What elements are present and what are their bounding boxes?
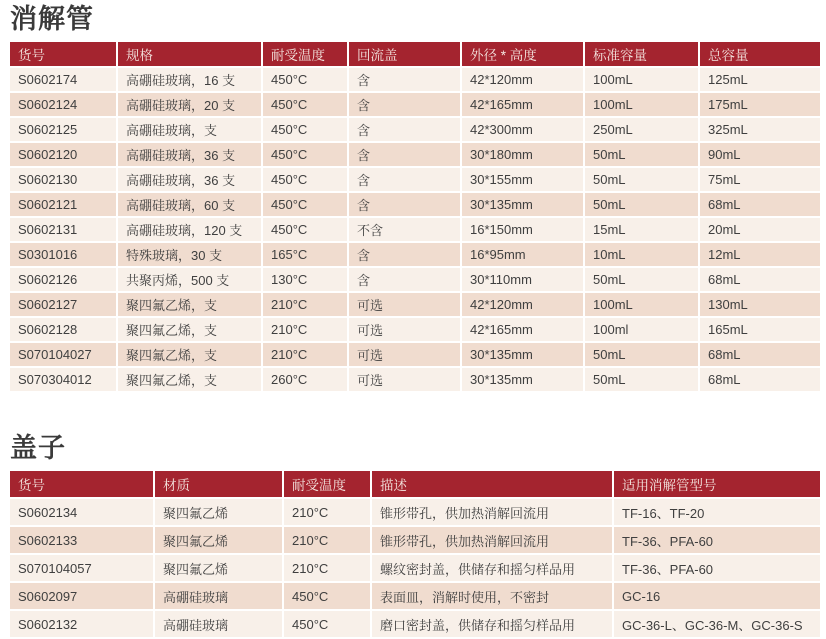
- table-cell: 特殊玻璃，30 支: [117, 242, 262, 267]
- table-cell: S0602131: [9, 217, 117, 242]
- table-cell: 450°C: [262, 192, 348, 217]
- table-cell: 210°C: [283, 554, 371, 582]
- table-row: [9, 342, 821, 367]
- column-header: 标准容量: [584, 41, 699, 67]
- table-cell: 42*300mm: [461, 117, 584, 142]
- table-cell: 螺纹密封盖，供储存和摇匀样品用: [371, 554, 613, 582]
- table-cell: 磨口密封盖，供储存和摇匀样品用: [371, 610, 613, 638]
- table-row: [9, 67, 821, 92]
- table-cell: 30*135mm: [461, 192, 584, 217]
- table-row: [9, 142, 821, 167]
- table-cell: TF-16、TF-20: [613, 498, 821, 526]
- table-row: [9, 192, 821, 217]
- table-cell: S0602134: [9, 498, 154, 526]
- header-row: [9, 470, 821, 498]
- table-cell: S070104027: [9, 342, 117, 367]
- table-cell: 250mL: [584, 117, 699, 142]
- table-cell: 高硼硅玻璃，支: [117, 117, 262, 142]
- table-row: [9, 242, 821, 267]
- table-cell: 42*120mm: [461, 67, 584, 92]
- table-cell: 42*165mm: [461, 317, 584, 342]
- section-title-lid: 盖子: [10, 433, 66, 463]
- table-cell: 不含: [348, 217, 461, 242]
- table-cell: S0602127: [9, 292, 117, 317]
- table-cell: 165mL: [699, 317, 821, 342]
- table-cell: 260°C: [262, 367, 348, 392]
- table-cell: 30*135mm: [461, 367, 584, 392]
- header-row: [9, 41, 821, 67]
- table-cell: S0602126: [9, 267, 117, 292]
- table-cell: 15mL: [584, 217, 699, 242]
- table-cell: 450°C: [262, 142, 348, 167]
- table-row: [9, 582, 821, 610]
- table-cell: 高硼硅玻璃，20 支: [117, 92, 262, 117]
- table-cell: 90mL: [699, 142, 821, 167]
- lid-section: [8, 429, 826, 639]
- table-cell: 42*120mm: [461, 292, 584, 317]
- table-row: [9, 292, 821, 317]
- table-cell: 100mL: [584, 92, 699, 117]
- table-cell: S070304012: [9, 367, 117, 392]
- table-cell: 高硼硅玻璃: [154, 582, 283, 610]
- digestion-tube-section: [8, 0, 826, 393]
- table-cell: 68mL: [699, 267, 821, 292]
- table-row: [9, 267, 821, 292]
- table-cell: S0602128: [9, 317, 117, 342]
- column-header: 适用消解管型号: [613, 470, 821, 498]
- table-cell: 50mL: [584, 267, 699, 292]
- table-cell: 30*155mm: [461, 167, 584, 192]
- table-cell: 高硼硅玻璃: [154, 610, 283, 638]
- table-cell: 210°C: [262, 342, 348, 367]
- table-cell: 聚四氟乙烯: [154, 498, 283, 526]
- table-cell: 聚四氟乙烯: [154, 554, 283, 582]
- table-cell: 锥形带孔，供加热消解回流用: [371, 498, 613, 526]
- table-cell: 锥形带孔，供加热消解回流用: [371, 526, 613, 554]
- table-row: [9, 167, 821, 192]
- table-cell: 高硼硅玻璃，60 支: [117, 192, 262, 217]
- column-header: 外径 * 高度: [461, 41, 584, 67]
- table-cell: 12mL: [699, 242, 821, 267]
- table-row: [9, 92, 821, 117]
- table-cell: 450°C: [262, 167, 348, 192]
- table-cell: 450°C: [262, 217, 348, 242]
- table-cell: 20mL: [699, 217, 821, 242]
- table-cell: 130mL: [699, 292, 821, 317]
- table-cell: GC-36-L、GC-36-M、GC-36-S: [613, 610, 821, 638]
- table-cell: 100ml: [584, 317, 699, 342]
- column-header: 描述: [371, 470, 613, 498]
- column-header: 回流盖: [348, 41, 461, 67]
- table-cell: 130°C: [262, 267, 348, 292]
- table-row: [9, 217, 821, 242]
- section-title-digestion-tube: 消解管: [10, 4, 94, 34]
- table-cell: 210°C: [283, 498, 371, 526]
- table-cell: 高硼硅玻璃，120 支: [117, 217, 262, 242]
- column-header: 货号: [9, 470, 154, 498]
- table-cell: 共聚丙烯，500 支: [117, 267, 262, 292]
- table-cell: 125mL: [699, 67, 821, 92]
- table-cell: 含: [348, 67, 461, 92]
- table-cell: 165°C: [262, 242, 348, 267]
- table-row: [9, 554, 821, 582]
- table-row: [9, 317, 821, 342]
- table-cell: S0602125: [9, 117, 117, 142]
- table-cell: 10mL: [584, 242, 699, 267]
- table-cell: 450°C: [262, 92, 348, 117]
- table-cell: 210°C: [262, 292, 348, 317]
- column-header: 耐受温度: [283, 470, 371, 498]
- table-cell: 聚四氟乙烯，支: [117, 292, 262, 317]
- table-cell: 可选: [348, 317, 461, 342]
- column-header: 材质: [154, 470, 283, 498]
- table-cell: S0602132: [9, 610, 154, 638]
- column-header: 规格: [117, 41, 262, 67]
- table-row: [9, 526, 821, 554]
- table-cell: 450°C: [283, 610, 371, 638]
- table-cell: 450°C: [262, 67, 348, 92]
- table-cell: 高硼硅玻璃，36 支: [117, 142, 262, 167]
- table-cell: 聚四氟乙烯: [154, 526, 283, 554]
- table-cell: 50mL: [584, 342, 699, 367]
- table-cell: 含: [348, 117, 461, 142]
- table-cell: 68mL: [699, 192, 821, 217]
- table-cell: 68mL: [699, 342, 821, 367]
- column-header: 总容量: [699, 41, 821, 67]
- table-cell: S0301016: [9, 242, 117, 267]
- table-row: [9, 498, 821, 526]
- table-cell: 16*95mm: [461, 242, 584, 267]
- table-cell: 50mL: [584, 367, 699, 392]
- table-cell: 含: [348, 167, 461, 192]
- table-cell: 可选: [348, 342, 461, 367]
- table-cell: 表面皿，消解时使用，不密封: [371, 582, 613, 610]
- table-cell: 175mL: [699, 92, 821, 117]
- table-row: [9, 117, 821, 142]
- table-cell: TF-36、PFA-60: [613, 554, 821, 582]
- table-cell: 30*110mm: [461, 267, 584, 292]
- table-cell: S0602124: [9, 92, 117, 117]
- table-cell: TF-36、PFA-60: [613, 526, 821, 554]
- table-cell: 210°C: [283, 526, 371, 554]
- table-cell: 含: [348, 142, 461, 167]
- table-cell: 100mL: [584, 292, 699, 317]
- table-cell: 聚四氟乙烯，支: [117, 317, 262, 342]
- table-cell: 450°C: [283, 582, 371, 610]
- table-cell: 含: [348, 267, 461, 292]
- table-cell: GC-16: [613, 582, 821, 610]
- table-cell: 高硼硅玻璃，36 支: [117, 167, 262, 192]
- table-cell: 210°C: [262, 317, 348, 342]
- table-cell: 含: [348, 92, 461, 117]
- table-cell: 50mL: [584, 167, 699, 192]
- table-cell: 可选: [348, 367, 461, 392]
- table-cell: 100mL: [584, 67, 699, 92]
- digestion-tube-table: [8, 40, 822, 393]
- table-cell: 30*180mm: [461, 142, 584, 167]
- table-cell: 高硼硅玻璃，16 支: [117, 67, 262, 92]
- table-cell: 16*150mm: [461, 217, 584, 242]
- table-cell: 含: [348, 192, 461, 217]
- column-header: 耐受温度: [262, 41, 348, 67]
- table-cell: 450°C: [262, 117, 348, 142]
- table-cell: 325mL: [699, 117, 821, 142]
- table-cell: S070104057: [9, 554, 154, 582]
- table-cell: 42*165mm: [461, 92, 584, 117]
- column-header: 货号: [9, 41, 117, 67]
- table-cell: S0602130: [9, 167, 117, 192]
- table-cell: S0602174: [9, 67, 117, 92]
- table-cell: 聚四氟乙烯，支: [117, 367, 262, 392]
- lid-table: [8, 469, 822, 639]
- table-cell: 含: [348, 242, 461, 267]
- table-cell: S0602120: [9, 142, 117, 167]
- table-cell: 68mL: [699, 367, 821, 392]
- table-cell: 50mL: [584, 142, 699, 167]
- table-cell: 可选: [348, 292, 461, 317]
- table-cell: S0602097: [9, 582, 154, 610]
- table-row: [9, 367, 821, 392]
- table-cell: 75mL: [699, 167, 821, 192]
- table-cell: S0602133: [9, 526, 154, 554]
- table-cell: 聚四氟乙烯，支: [117, 342, 262, 367]
- table-cell: 50mL: [584, 192, 699, 217]
- table-row: [9, 610, 821, 638]
- table-cell: S0602121: [9, 192, 117, 217]
- table-cell: 30*135mm: [461, 342, 584, 367]
